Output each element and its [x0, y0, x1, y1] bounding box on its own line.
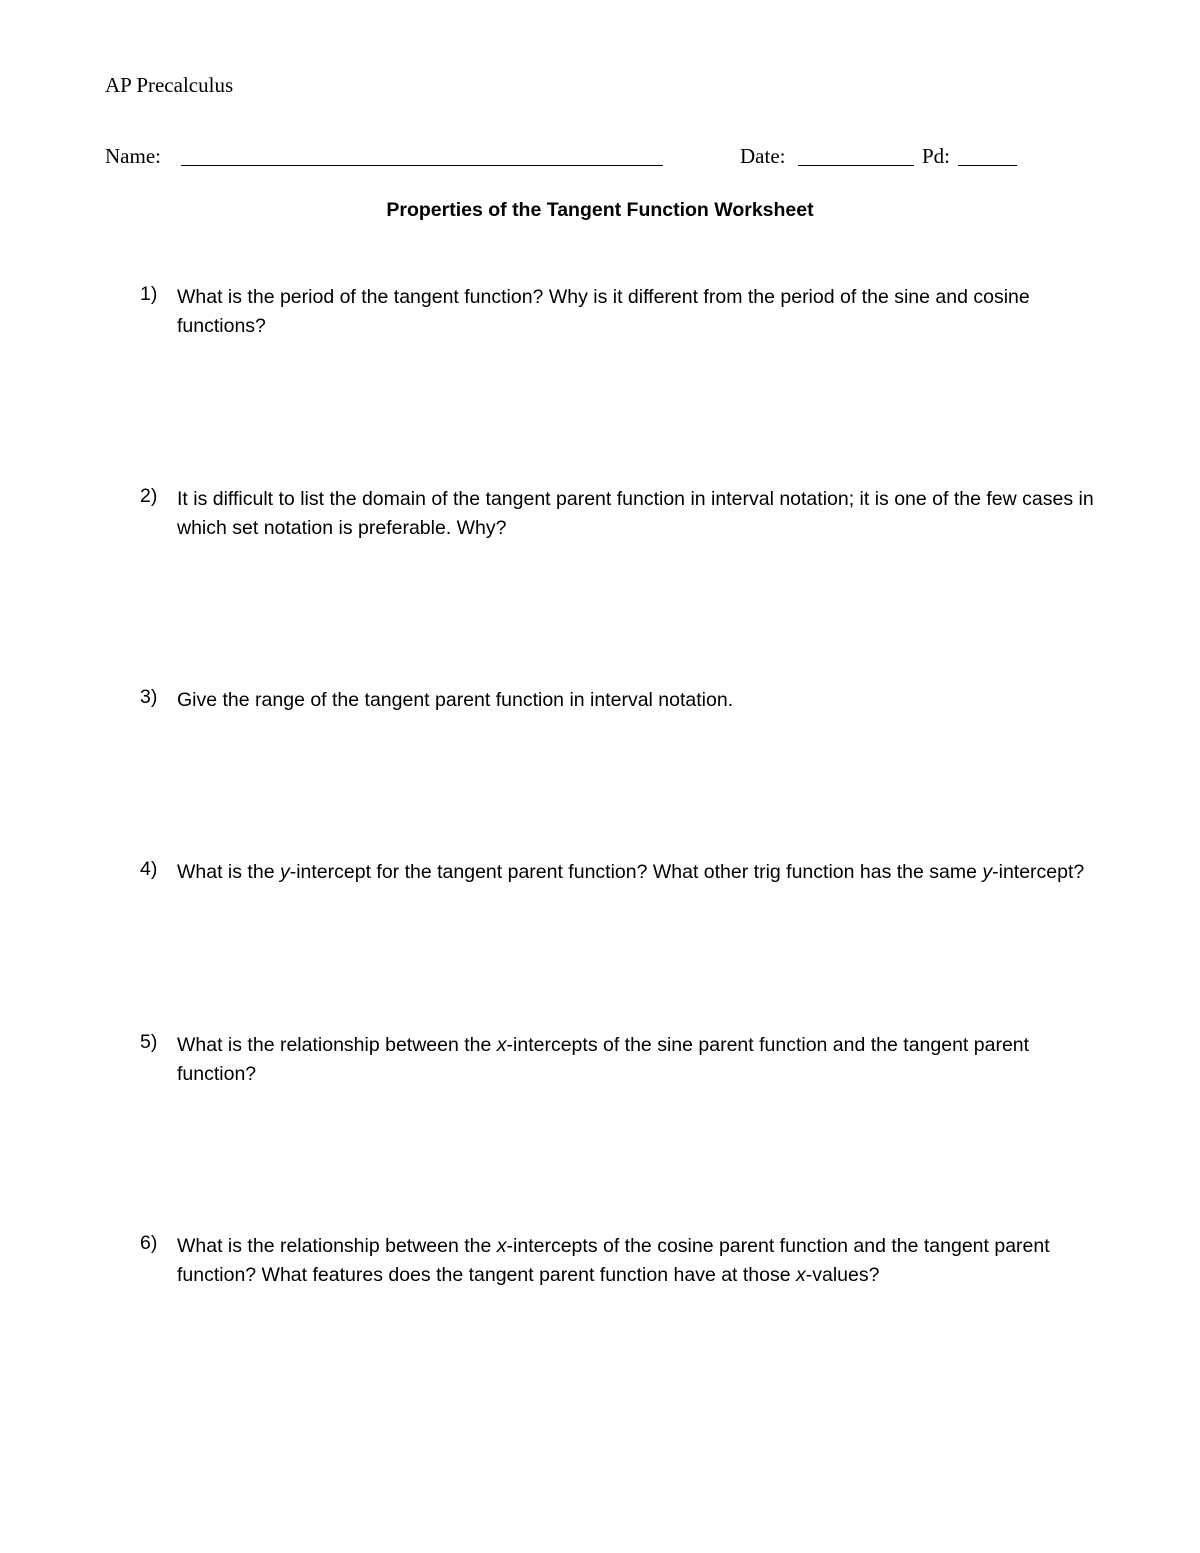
course-name: AP Precalculus	[105, 73, 234, 97]
question-3	[140, 686, 1100, 715]
name-blank[interactable]	[181, 165, 663, 166]
question-text: Give the range of the tangent parent function in interval notation.	[177, 689, 734, 711]
period-blank[interactable]	[958, 165, 1017, 166]
date-label: Date:	[740, 144, 786, 168]
student-info-row	[105, 144, 1105, 174]
question-text: What is the relationship between the x-intercepts of the cosine parent function and the tangent parent function? What features does the tangent parent function have at those x-values?	[177, 1235, 1050, 1286]
name-label: Name:	[105, 144, 161, 168]
question-1	[140, 283, 1100, 341]
question-number: 1)	[140, 283, 158, 305]
question-number: 4)	[140, 858, 158, 880]
question-number: 5)	[140, 1031, 158, 1053]
question-2	[140, 485, 1100, 543]
question-5	[140, 1031, 1100, 1089]
question-text: What is the period of the tangent function? Why is it different from the period of the sine and cosine functions?	[177, 286, 1030, 337]
question-4	[140, 858, 1100, 887]
question-6	[140, 1232, 1100, 1290]
worksheet-title: Properties of the Tangent Function Worksheet	[386, 199, 814, 221]
question-number: 2)	[140, 485, 158, 507]
date-blank[interactable]	[798, 165, 914, 166]
question-number: 3)	[140, 686, 158, 708]
question-text: What is the relationship between the x-intercepts of the sine parent function and the tangent parent function?	[177, 1034, 1030, 1085]
question-text: What is the y-intercept for the tangent parent function? What other trig function has the same y-intercept?	[177, 861, 1085, 883]
question-number: 6)	[140, 1232, 158, 1254]
period-label: Pd:	[922, 144, 951, 168]
question-text: It is difficult to list the domain of the tangent parent function in interval notation; it is one of the few cases in which set notation is preferable. Why?	[177, 488, 1094, 539]
